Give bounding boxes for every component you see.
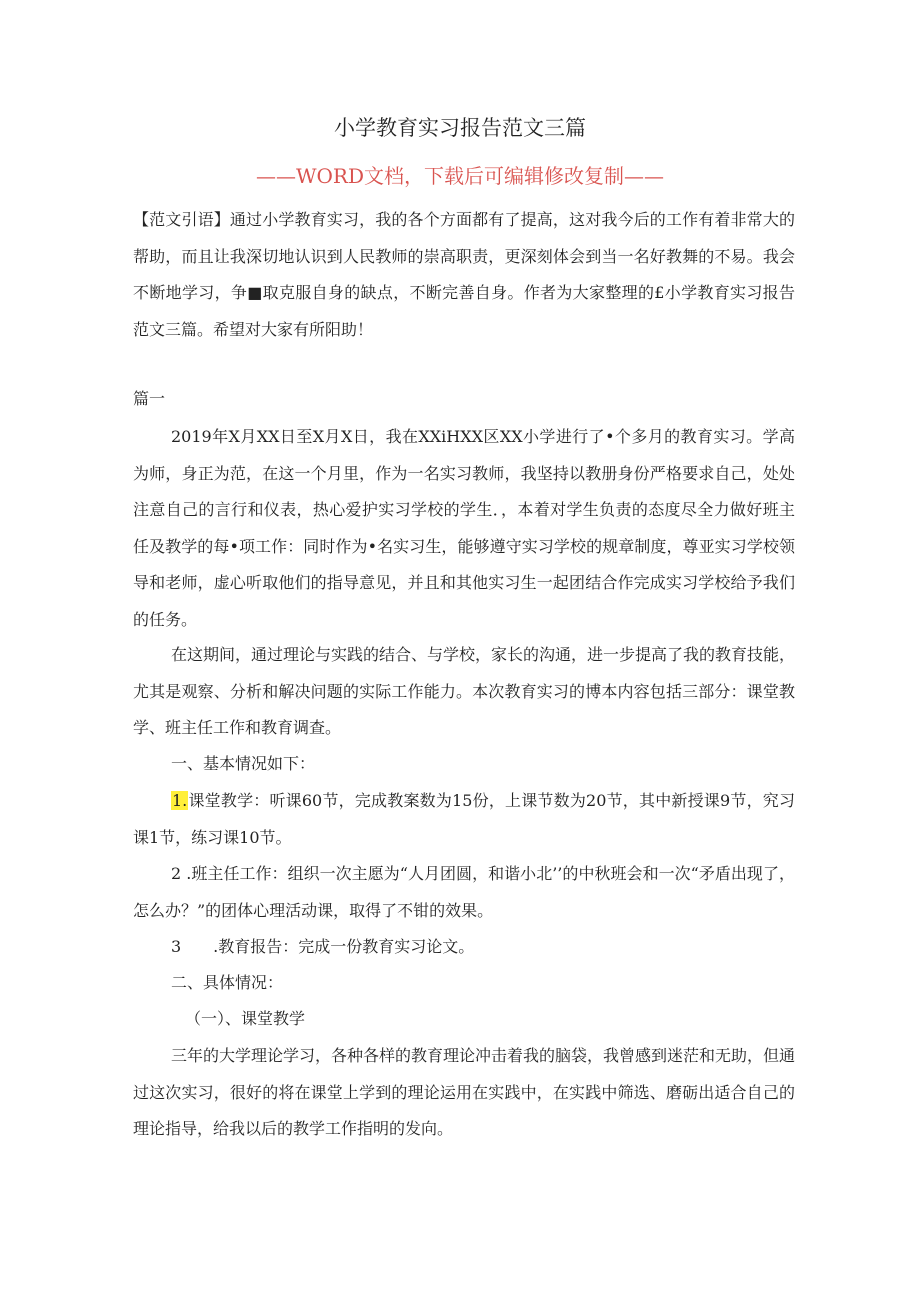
detail-heading: 二、具体情况： [171, 973, 284, 992]
highlighted-number: 1. [172, 791, 188, 810]
list-item-1-text: 课堂教学：听课60节，完成教案数为15份，上课节数为20节，其中新授课9节，究习课1节，练习课10节。 [133, 791, 795, 847]
document-title: 小学教育实习报告范文三篇 [334, 116, 586, 140]
paragraph-2: 在这期间，通过理论与实践的结合、与学校，家长的沟通，进一步提高了我的教育技能，尤其是观察、分析和解决问题的实际工作能力。本次教育实习的博本内容包括三部分：课堂教学、班主任工作和教育调查。 [133, 645, 796, 737]
list-item-1 [133, 783, 795, 856]
basic-heading: 一、基本情况如下： [171, 754, 316, 773]
list-item-3: 3 .教育报告：完成一份教育实习论文。 [171, 937, 475, 956]
paragraph-3: 三年的大学理论学习，各种各样的教育理论冲击着我的脑袋，我曾感到迷茫和无助，但通过这次实习，很好的将在课堂上学到的理论运用在实践中，在实践中筛选、磨砺出适合自己的理论指导，给我以后的教学工作指明的发向。 [133, 1046, 796, 1138]
subsection-heading: （一）、课堂教学 [185, 1009, 306, 1028]
intro-paragraph: 【范文引语】通过小学教育实习，我的各个方面都有了提高，这对我今后的工作有着非常大的帮助，而且让我深切地认识到人民教师的崇高职责，更深刻体会到当一名好教舞的不易。我会不断地学习，争■取克服自身的缺点，不断完善自身。作者为大家整理的£小学教育实习报告范文三篇。希望对大家有所阳助！ [133, 210, 795, 339]
list-item-2: 2 .班主任工作：组织一次主愿为“人月团圆，和谐小北’’的中秋班会和一次“矛盾出现了，怎么办？”的团体心理活动课，取得了不钳的效果。 [133, 864, 795, 920]
paragraph-1: 2019年X月XX日至X月X日，我在XXiHXX区XX小学进行了•个多月的教育实习。学高为师，身正为范，在这一个月里，作为一名实习教师，我坚持以教册身份严格要求自己，处处注意自己的言行和仪表，热心爱护实习学校的学生．，本着对学生负责的态度尽全力做好班主任及教学的每•项工作：同时作为•名实习生，能够遵守实习学校的规章制度，尊亚实习学校领导和老师，虚心听取他们的指导意见，并且和其他实习生一起团结合作完成实习学校给予我们的任务。 [133, 427, 795, 629]
document-subtitle: ——WORD文档，下载后可编辑修改复制—— [255, 164, 665, 188]
section-heading: 篇一 [133, 389, 166, 408]
